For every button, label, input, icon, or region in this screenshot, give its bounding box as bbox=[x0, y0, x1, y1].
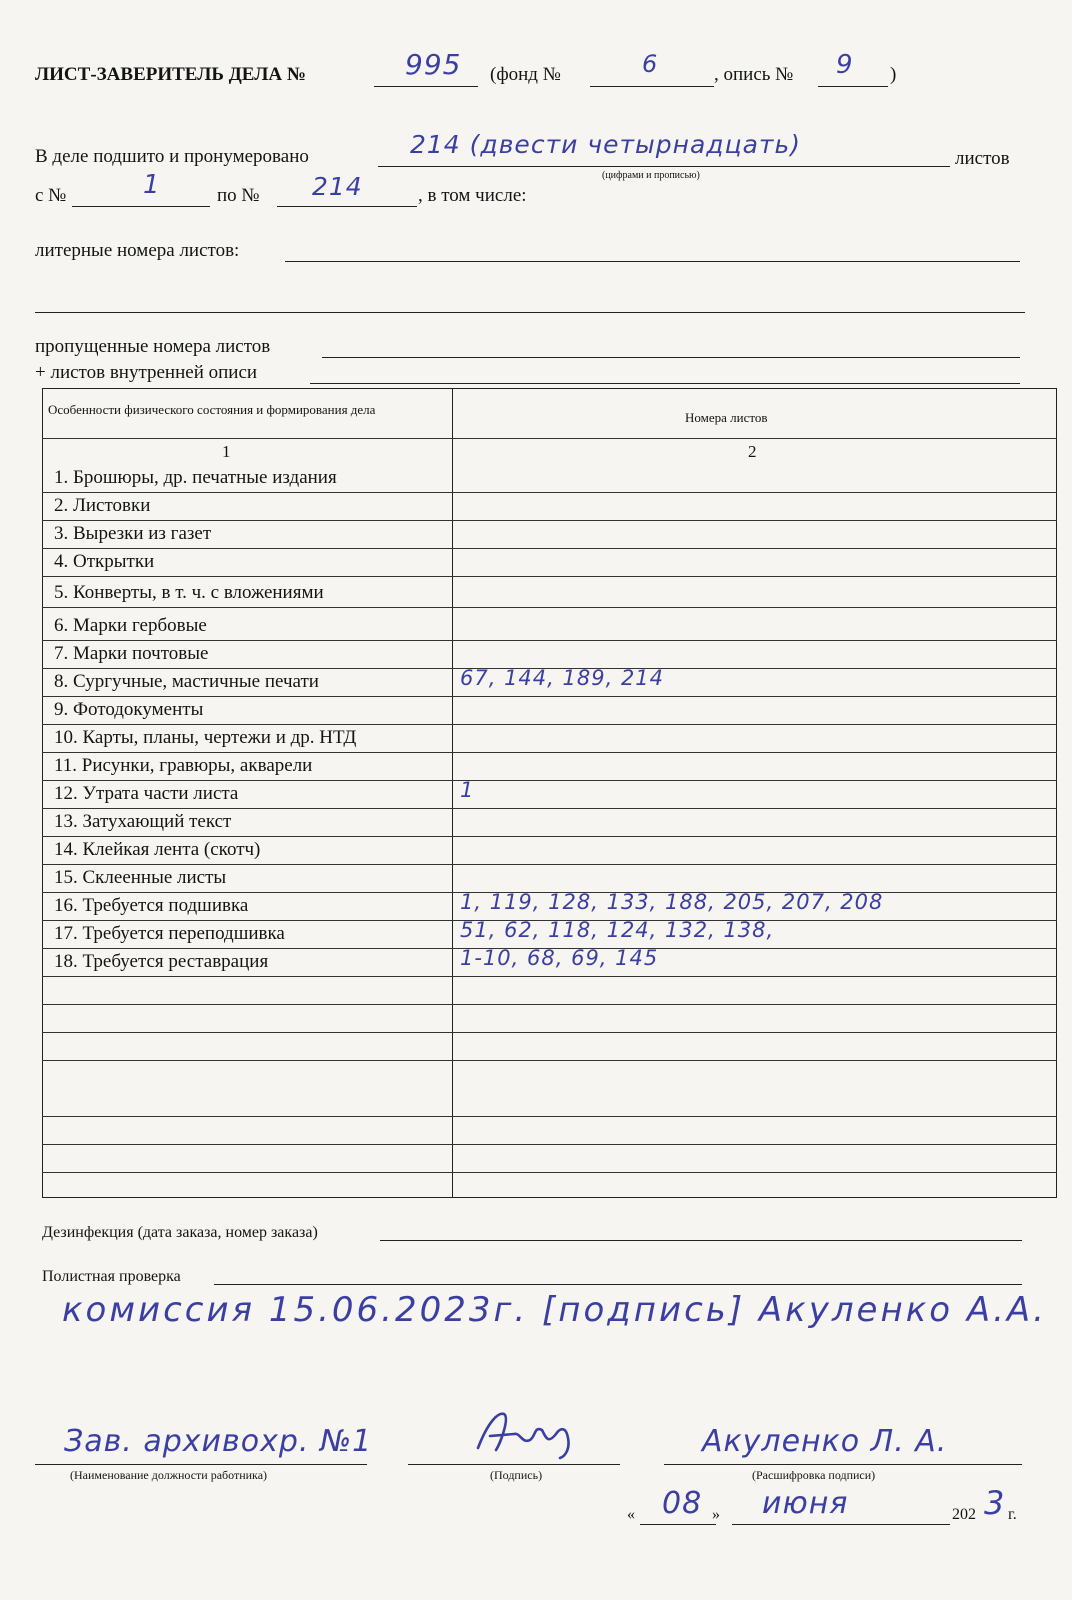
table-row-label: 17. Требуется переподшивка bbox=[54, 923, 285, 944]
table-row-value: 51, 62, 118, 124, 132, 138, bbox=[460, 918, 775, 942]
from-line bbox=[72, 206, 210, 207]
date-close: » bbox=[712, 1506, 720, 1523]
table-row-divider bbox=[42, 520, 1057, 521]
table-header-col1: Особенности физического состояния и формирования дела bbox=[48, 402, 376, 417]
date-open: « bbox=[627, 1506, 635, 1523]
date-month-line bbox=[732, 1524, 950, 1525]
table-empty-row-line bbox=[42, 1004, 1057, 1005]
decipher-caption: (Расшифровка подписи) bbox=[752, 1468, 876, 1482]
table-row-divider bbox=[42, 752, 1057, 753]
inventory-line bbox=[818, 86, 888, 87]
table-header-col2: Номера листов bbox=[685, 410, 768, 425]
table-row-label: 6. Марки гербовые bbox=[54, 615, 207, 636]
including-label: , в том числе: bbox=[418, 185, 527, 206]
table-row-divider bbox=[42, 976, 1057, 977]
signature-line bbox=[408, 1464, 620, 1465]
table-row-value: 1 bbox=[460, 778, 475, 802]
sewn-line bbox=[378, 166, 950, 167]
missing-line bbox=[322, 357, 1020, 358]
table-num-col2: 2 bbox=[748, 442, 757, 461]
table-row-label: 18. Требуется реставрация bbox=[54, 951, 269, 972]
inventory-number: 9 bbox=[836, 50, 854, 80]
literal-label: литерные номера листов: bbox=[35, 240, 240, 261]
literal-line-2 bbox=[35, 312, 1025, 313]
position-value: Зав. архивохр. №1 bbox=[64, 1424, 373, 1459]
table-row-label: 8. Сургучные, мастичные печати bbox=[54, 671, 319, 692]
table-row-divider bbox=[42, 864, 1057, 865]
inventory-label: , опись № bbox=[714, 64, 794, 85]
internal-line bbox=[310, 383, 1020, 384]
table-row-label: 15. Склеенные листы bbox=[54, 867, 227, 888]
table-row-divider bbox=[42, 780, 1057, 781]
from-value: 1 bbox=[143, 170, 161, 200]
table-empty-row-line bbox=[42, 1032, 1057, 1033]
internal-label: + листов внутренней описи bbox=[35, 362, 258, 383]
fund-label: (фонд № bbox=[490, 64, 561, 85]
fund-number: 6 bbox=[642, 50, 659, 78]
table-row-label: 11. Рисунки, гравюры, акварели bbox=[54, 755, 313, 776]
fund-line bbox=[590, 86, 714, 87]
sewn-hint: (цифрами и прописью) bbox=[602, 170, 700, 181]
table-row-label: 10. Карты, планы, чертежи и др. НТД bbox=[54, 727, 357, 748]
table-row-label: 4. Открытки bbox=[54, 551, 155, 572]
table-row-label: 3. Вырезки из газет bbox=[54, 523, 212, 544]
decipher-line bbox=[664, 1464, 1022, 1465]
year-suffix: 3 bbox=[984, 1484, 1006, 1522]
table-header-line bbox=[42, 438, 1057, 439]
date-day-line bbox=[640, 1524, 716, 1525]
literal-line bbox=[285, 261, 1020, 262]
check-line bbox=[214, 1284, 1022, 1285]
table-empty-row-line bbox=[42, 1060, 1057, 1061]
position-line bbox=[35, 1464, 367, 1465]
table-empty-row-line bbox=[42, 1116, 1057, 1117]
table-row-divider bbox=[42, 607, 1057, 608]
table-row-value: 1, 119, 128, 133, 188, 205, 207, 208 bbox=[460, 890, 884, 914]
inventory-close: ) bbox=[890, 64, 897, 85]
table-row-value: 1-10, 68, 69, 145 bbox=[460, 946, 659, 970]
commission-note: комиссия 15.06.2023г. [подпись] Акуленко А.А. bbox=[62, 1290, 1047, 1330]
table-row-label: 2. Листовки bbox=[54, 495, 151, 516]
position-caption: (Наименование должности работника) bbox=[70, 1468, 268, 1482]
signature-mark bbox=[470, 1404, 588, 1460]
from-label: с № bbox=[35, 185, 67, 206]
date-day: 08 bbox=[662, 1486, 703, 1521]
table-column-divider bbox=[452, 388, 453, 1198]
form-title: ЛИСТ-ЗАВЕРИТЕЛЬ ДЕЛА № bbox=[35, 64, 306, 85]
disinfection-label: Дезинфекция (дата заказа, номер заказа) bbox=[42, 1224, 318, 1241]
table-num-col1: 1 bbox=[222, 442, 231, 461]
to-value: 214 bbox=[312, 172, 363, 201]
table-row-value: 67, 144, 189, 214 bbox=[460, 666, 665, 690]
table-row-divider bbox=[42, 724, 1057, 725]
table-row-divider bbox=[42, 808, 1057, 809]
table-row-divider bbox=[42, 640, 1057, 641]
table-row-divider bbox=[42, 548, 1057, 549]
sewn-label: В деле подшито и пронумеровано bbox=[35, 146, 309, 167]
date-month: июня bbox=[762, 1486, 849, 1521]
table-row-divider bbox=[42, 836, 1057, 837]
to-line bbox=[277, 206, 417, 207]
decipher-value: Акуленко Л. А. bbox=[702, 1424, 948, 1459]
case-number: 995 bbox=[405, 48, 462, 81]
table-row-label: 9. Фотодокументы bbox=[54, 699, 204, 720]
table-row-label: 12. Утрата части листа bbox=[54, 783, 239, 804]
table-row-label: 5. Конверты, в т. ч. с вложениями bbox=[54, 582, 324, 603]
year-prefix: 202 bbox=[952, 1506, 976, 1523]
table-row-label: 16. Требуется подшивка bbox=[54, 895, 249, 916]
case-number-line bbox=[374, 86, 478, 87]
table-row-divider bbox=[42, 492, 1057, 493]
table-empty-row-line bbox=[42, 1172, 1057, 1173]
check-label: Полистная проверка bbox=[42, 1268, 181, 1285]
table-empty-row-line bbox=[42, 1144, 1057, 1145]
disinfection-line bbox=[380, 1240, 1022, 1241]
table-row-label: 14. Клейкая лента (скотч) bbox=[54, 839, 261, 860]
table-row-label: 13. Затухающий текст bbox=[54, 811, 232, 832]
table-row-label: 7. Марки почтовые bbox=[54, 643, 209, 664]
sheets-word: листов bbox=[955, 148, 1010, 169]
sewn-value: 214 (двести четырнадцать) bbox=[410, 130, 801, 159]
table-row-divider bbox=[42, 696, 1057, 697]
table-row-label: 1. Брошюры, др. печатные издания bbox=[54, 467, 337, 488]
missing-label: пропущенные номера листов bbox=[35, 336, 271, 357]
year-word: г. bbox=[1008, 1506, 1017, 1523]
signature-caption: (Подпись) bbox=[490, 1468, 543, 1482]
to-label: по № bbox=[217, 185, 260, 206]
table-row-divider bbox=[42, 576, 1057, 577]
